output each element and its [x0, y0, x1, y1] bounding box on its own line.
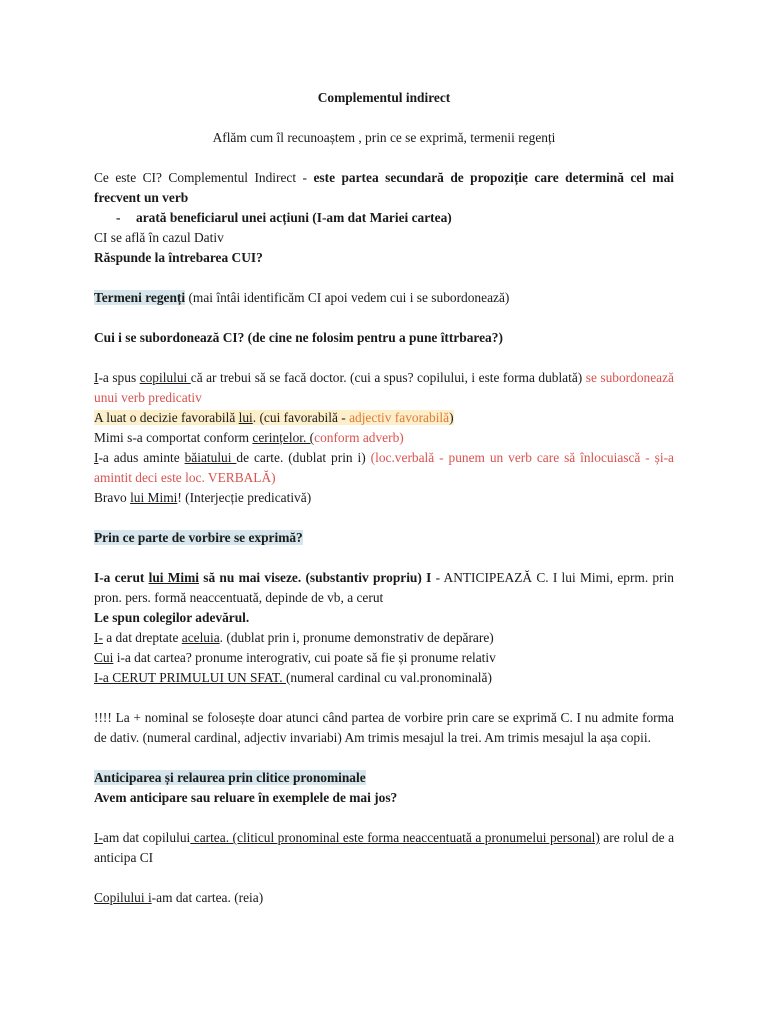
text-fragment: -am dat cartea. (reia) [151, 890, 264, 905]
text-fragment: I-a CERUT PRIMULUI UN SFAT. [94, 670, 286, 685]
text-fragment: . (dublat prin i, pronume demonstrativ de depărare) [219, 630, 494, 645]
text-fragment: Mimi s-a comportat conform [94, 430, 253, 445]
highlighted-line [94, 410, 454, 425]
text-fragment: băiatului [184, 450, 237, 465]
text-fragment: Cui [94, 650, 114, 665]
text-fragment: că ar trebui să se facă doctor. (cui a spus? copilului, i este forma dublată) [190, 370, 586, 385]
example-1 [94, 368, 674, 408]
example-4 [94, 448, 674, 488]
parte-example-2: Le spun colegilor adevărul. [94, 610, 250, 625]
text-fragment: ) [449, 410, 454, 425]
text-fragment: lui Mimi [148, 570, 200, 585]
parte-example-3 [94, 628, 674, 648]
dative-note: !!!! La + nominal se folosește doar atunci când partea de vorbire prin care se exprimă C. I nu admite forma de dativ. (numeral cardinal, adjectiv invariabi) Am trimis mesajul la trei. Am trimis mesajul la așa copii. [94, 710, 674, 745]
parte-heading: Prin ce parte de vorbire se exprimă? [94, 530, 303, 545]
text-fragment: de carte. (dublat prin i) [236, 450, 371, 465]
text-fragment: aceluia [181, 630, 220, 645]
regenti-question: Cui i se subordonează CI? (de cine ne folosim pentru a pune îttrbarea?) [94, 330, 503, 345]
text-fragment: cerințelor. ( [252, 430, 315, 445]
parte-example-4 [94, 648, 674, 668]
text-fragment: . (cui favorabilă - [252, 410, 350, 425]
text-fragment: (numeral cardinal cu val.pronominală) [285, 670, 492, 685]
bullet-dash: - [116, 210, 121, 225]
text-fragment: copilului [139, 370, 191, 385]
question-line: Răspunde la întrebarea CUI? [94, 250, 263, 265]
red-annotation: se subordonează unui verb predicativ [94, 370, 674, 405]
text-fragment: I [94, 370, 99, 385]
dativ-line: CI se află în cazul Dativ [94, 230, 224, 245]
red-annotation: (loc.verbală - punem un verb care să înlocuiască - și-a amintit deci este loc. VERBALĂ) [94, 450, 674, 485]
regenti-heading: Termeni regenți [94, 290, 186, 305]
text-fragment: - ANTICIPEAZĂ C. I lui Mimi, eprm. prin pron. pers. formă neaccentuată, depinde de vb, a cerut [94, 570, 675, 605]
text-fragment: lui [238, 410, 253, 425]
text-fragment: -a spus [98, 370, 140, 385]
definition-bold: este partea secundară de propoziție care determină cel mai frecvent un verb [94, 170, 674, 205]
text-fragment: lui Mimi [130, 490, 178, 505]
clitice-example-2 [94, 888, 674, 908]
parte-example-1 [94, 568, 674, 608]
orange-annotation: adjectiv favorabilă [349, 410, 450, 425]
clitice-question: Avem anticipare sau reluare în exemplele de mai jos? [94, 790, 398, 805]
text-fragment: -a adus aminte [98, 450, 185, 465]
parte-paragraph [94, 528, 674, 548]
example-2 [94, 408, 674, 428]
text-fragment: ! (Interjecție predicativă) [177, 490, 312, 505]
parte-example-5 [94, 668, 674, 688]
definition-intro: Ce este CI? Complementul Indirect - [94, 170, 314, 185]
text-fragment: I- [94, 830, 103, 845]
text-fragment: să nu mai viseze. (substantiv propriu) I [199, 570, 432, 585]
text-fragment: i-a dat cartea? pronume interogrativ, cui poate să fie și pronume relativ [113, 650, 496, 665]
text-fragment: A luat o decizie favorabilă [94, 410, 239, 425]
text-fragment: Copilului i [94, 890, 152, 905]
text-fragment: are rolul de a anticipa CI [94, 830, 675, 865]
regenti-note: (mai întâi identificăm CI apoi vedem cui i se subordonează) [185, 290, 510, 305]
example-3 [94, 428, 674, 448]
definition-paragraph [94, 168, 674, 208]
clitice-example-1 [94, 828, 674, 868]
text-fragment: cartea. (cliticul pronominal este forma neaccentuată a pronumelui personal) [190, 830, 600, 845]
definition-bullet [94, 208, 674, 228]
text-fragment: am dat copilului [102, 830, 191, 845]
red-annotation: conform adverb) [314, 430, 404, 445]
text-fragment: Bravo [94, 490, 131, 505]
clitice-heading: Anticiparea și relaurea prin clitice pronominale [94, 770, 366, 785]
text-fragment: I [94, 450, 99, 465]
clitice-paragraph [94, 768, 674, 788]
page-subtitle: Aflăm cum îl recunoaștem , prin ce se exprimă, termenii regenți [212, 130, 556, 145]
text-fragment: I-a cerut [94, 570, 149, 585]
text-fragment: I- [94, 630, 103, 645]
bullet-text: arată beneficiarul unei acțiuni (I-am dat Mariei cartea) [136, 210, 452, 225]
document-content [94, 88, 674, 908]
regenti-paragraph [94, 288, 674, 308]
text-fragment: a dat dreptate [102, 630, 182, 645]
page-title: Complementul indirect [317, 90, 451, 105]
example-5 [94, 488, 674, 508]
